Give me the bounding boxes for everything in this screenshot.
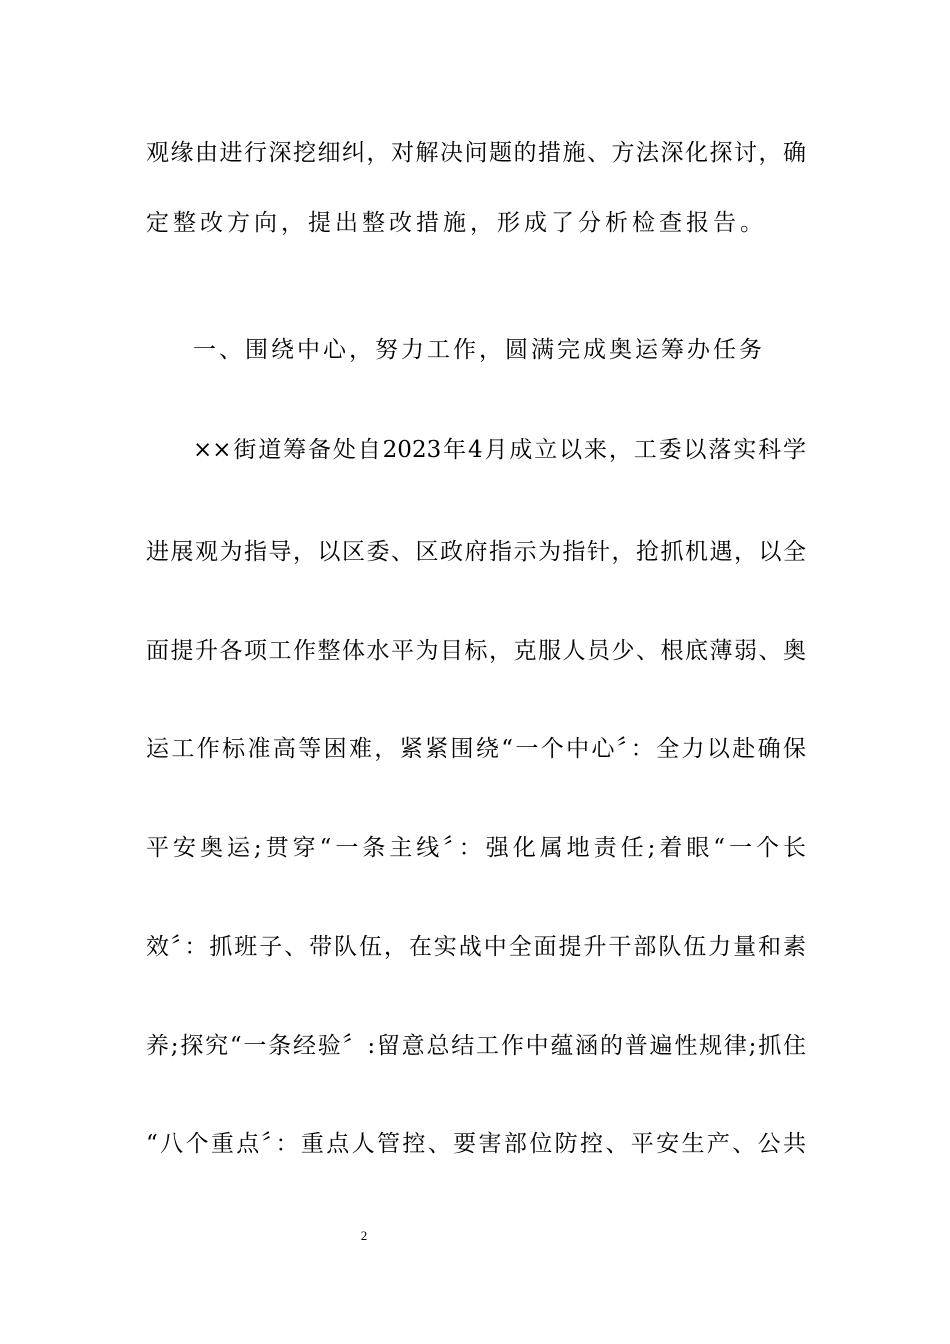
page-number: 2: [360, 1228, 368, 1243]
paragraph-line-7: 平安奥运;贯穿“一条主线〞：强化属地责任;着眼“一个长: [146, 835, 806, 861]
paragraph-line-9: 养;探究“一条经验〞:留意总结工作中蕴涵的普遍性规律;抓住: [146, 1033, 806, 1059]
paragraph-line-4: 进展观为指导，以区委、区政府指示为指针，抢抓机遇，以全: [146, 539, 806, 565]
paragraph-line-8: 效〞：抓班子、带队伍，在实战中全面提升干部队伍力量和素: [146, 934, 806, 960]
paragraph-line-5: 面提升各项工作整体水平为目标，克服人员少、根底薄弱、奥: [146, 638, 806, 664]
paragraph-line-3: ××街道筹备处自2023年4月成立以来，工委以落实科学: [193, 437, 806, 463]
paragraph-line-1: 观缘由进行深挖细纠，对解决问题的措施、方法深化探讨，确: [146, 140, 806, 166]
paragraph-line-2: 定整改方向，提出整改措施，形成了分析检查报告。: [146, 210, 767, 236]
paragraph-line-6: 运工作标准高等困难，紧紧围绕“一个中心〞：全力以赴确保: [146, 736, 806, 762]
section-heading: 一、围绕中心，努力工作，圆满完成奥运筹办任务: [193, 337, 765, 363]
paragraph-line-10: “八个重点〞：重点人管控、要害部位防控、平安生产、公共: [146, 1131, 806, 1157]
